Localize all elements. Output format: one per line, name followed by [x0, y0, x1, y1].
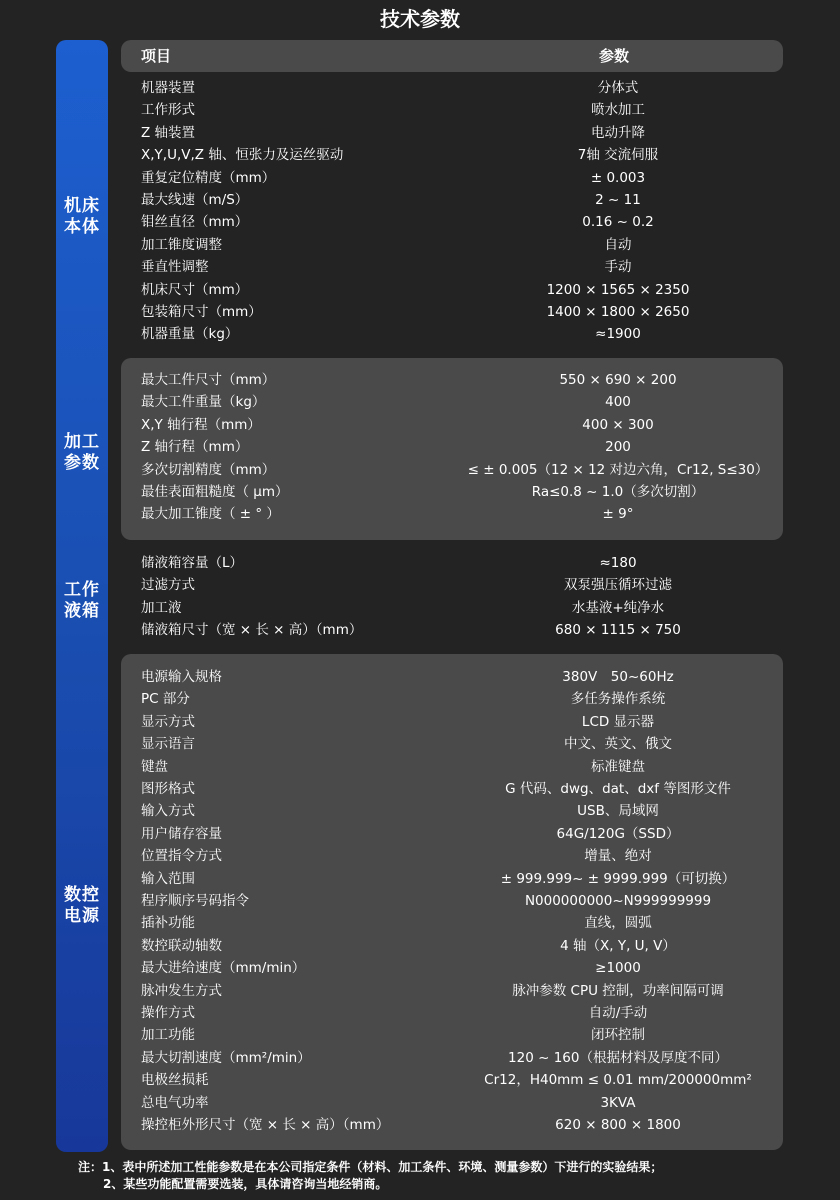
row-item: 多次切割精度（mm）: [141, 461, 276, 478]
table-row: [0, 1092, 840, 1114]
row-value: 620 × 800 × 1800: [555, 1117, 681, 1133]
table-row: [0, 778, 840, 800]
row-value: Ra≤0.8 ~ 1.0（多次切割）: [531, 484, 705, 500]
row-item: 加工功能: [141, 1027, 195, 1044]
row-value: 7轴 交流伺服: [577, 147, 659, 164]
row-item: 用户储存容量: [141, 825, 222, 842]
table-row: [0, 980, 840, 1002]
row-item: PC 部分: [141, 691, 190, 708]
table-row: [0, 733, 840, 755]
row-item: 储液箱容量（L）: [141, 555, 244, 571]
table-row: [0, 256, 840, 278]
table-row: [0, 1114, 840, 1136]
section-label-line: 数控: [64, 885, 100, 905]
row-item: 钼丝直径（mm）: [141, 214, 249, 231]
table-row: [0, 144, 840, 166]
table-row: [0, 756, 840, 778]
table-row: [0, 234, 840, 256]
row-item: 工作形式: [141, 102, 195, 119]
row-item: 输入范围: [141, 870, 195, 887]
row-value: 1400 × 1800 × 2650: [546, 304, 690, 320]
row-item: 加工锥度调整: [141, 236, 222, 253]
table-row: [0, 77, 840, 99]
row-item: Z 轴行程（mm）: [141, 439, 249, 456]
table-row: [0, 688, 840, 710]
header-item: 项目: [141, 47, 172, 65]
table-row: [0, 1047, 840, 1069]
table-row: [0, 935, 840, 957]
row-value: 2 ~ 11: [595, 192, 641, 208]
row-item: 加工液: [141, 599, 182, 616]
table-row: [0, 369, 840, 391]
row-value: 闭环控制: [591, 1027, 645, 1044]
row-value: ± 999.999~ ± 9999.999（可切换）: [500, 870, 736, 887]
row-item: 机器重量（kg）: [141, 326, 239, 343]
table-row: [0, 823, 840, 845]
row-value: 多任务操作系统: [570, 691, 666, 708]
row-value: ± 9°: [602, 506, 634, 523]
row-item: 最大线速（m/S）: [141, 192, 249, 208]
row-item: 图形格式: [141, 781, 195, 797]
table-row: [0, 211, 840, 233]
row-item: 最大工件尺寸（mm）: [141, 372, 276, 388]
section-label-line: 本体: [64, 217, 100, 237]
section-label-line: 参数: [64, 453, 100, 473]
row-item: Z 轴装置: [141, 124, 196, 141]
row-value: ≈180: [599, 555, 637, 571]
row-value: 0.16 ~ 0.2: [582, 214, 654, 231]
row-value: 喷水加工: [591, 102, 645, 119]
row-item: 输入方式: [141, 803, 195, 820]
row-item: 重复定位精度（mm）: [141, 169, 276, 186]
row-value: ± 0.003: [590, 169, 646, 186]
row-value: 200: [605, 439, 631, 456]
table-row: [0, 711, 840, 733]
row-value: 550 × 690 × 200: [559, 372, 677, 388]
row-value: 64G/120G（SSD）: [556, 825, 680, 842]
table-row: [0, 99, 840, 121]
table-row: [0, 323, 840, 345]
table-row: [0, 552, 840, 574]
section-label-line: 加工: [64, 432, 100, 452]
row-item: 总电气功率: [141, 1094, 209, 1111]
table-row: [0, 957, 840, 979]
row-value: 400 × 300: [582, 416, 654, 433]
row-item: X,Y 轴行程（mm）: [141, 416, 261, 433]
row-item: 过滤方式: [141, 577, 195, 594]
table-row: [0, 414, 840, 436]
table-header: [121, 40, 783, 72]
table-row: [0, 666, 840, 688]
row-value: G 代码、dwg、dat、dxf 等图形文件: [505, 781, 731, 797]
row-value: 380V 50~60Hz: [562, 669, 674, 685]
table-row: [0, 391, 840, 413]
row-item: 最大加工锥度（ ± ° ）: [141, 506, 280, 523]
row-value: LCD 显示器: [581, 713, 655, 730]
table-row: [0, 279, 840, 301]
footnote-2: 2、某些功能配置需要选装，具体请咨询当地经销商。: [103, 1177, 388, 1191]
row-value: 双泵强压循环过滤: [564, 577, 672, 594]
row-item: X,Y,U,V,Z 轴、恒张力及运丝驱动: [141, 147, 344, 164]
footnote-1: 注：1、表中所述加工性能参数是在本公司指定条件（材料、加工条件、环境、测量参数）下进行的实验结果；: [78, 1160, 663, 1174]
table-row: [0, 503, 840, 525]
row-item: 操控柜外形尺寸（宽 × 长 × 高）（mm）: [141, 1117, 390, 1133]
row-item: 显示语言: [141, 736, 195, 753]
row-value: 直线，圆弧: [584, 915, 652, 932]
section-label-line: 机床: [64, 196, 100, 216]
row-value: 400: [605, 394, 631, 411]
row-item: 键盘: [141, 758, 168, 775]
table-row: [0, 481, 840, 503]
row-item: 脉冲发生方式: [141, 982, 222, 999]
row-item: 数控联动轴数: [141, 937, 222, 954]
table-row: [0, 1002, 840, 1024]
row-value: 脉冲参数 CPU 控制，功率间隔可调: [512, 982, 724, 999]
row-value: ≤ ± 0.005（12 × 12 对边六角，Cr12, S≤30）: [467, 461, 769, 478]
section-label-line: 液箱: [64, 601, 100, 621]
table-row: [0, 1069, 840, 1091]
table-row: [0, 167, 840, 189]
row-value: ≈1900: [595, 326, 641, 343]
table-row: [0, 122, 840, 144]
header-value: 参数: [599, 47, 630, 65]
table-row: [0, 868, 840, 890]
table-row: [0, 301, 840, 323]
row-value: 120 ~ 160（根据材料及厚度不同）: [508, 1049, 728, 1066]
section-label-cnc-power: [56, 885, 108, 927]
row-item: 显示方式: [141, 713, 195, 730]
row-item: 机床尺寸（mm）: [141, 281, 249, 298]
table-row: [0, 800, 840, 822]
row-item: 位置指令方式: [141, 848, 222, 865]
row-item: 最佳表面粗糙度（ µm）: [141, 484, 289, 500]
table-row: [0, 619, 840, 641]
row-item: 机器装置: [141, 80, 195, 96]
row-value: 电动升降: [591, 124, 645, 141]
row-value: 手动: [604, 259, 632, 276]
section-label-machine-body: [56, 196, 108, 238]
row-item: 电极丝损耗: [141, 1072, 209, 1089]
row-item: 程序顺序号码指令: [141, 893, 249, 909]
section-label-line: 电源: [64, 906, 100, 926]
row-value: 中文、英文、俄文: [564, 736, 672, 753]
section-label-line: 工作: [64, 580, 100, 600]
row-item: 包装箱尺寸（mm）: [141, 304, 262, 320]
table-row: [0, 459, 840, 481]
row-item: 最大切割速度（mm²/min）: [141, 1049, 311, 1066]
section-label-fluid-tank: [56, 580, 108, 622]
row-item: 操作方式: [141, 1005, 195, 1021]
row-item: 电源输入规格: [141, 669, 222, 685]
row-item: 插补功能: [141, 915, 195, 932]
row-value: 680 × 1115 × 750: [555, 622, 681, 639]
row-value: 自动/手动: [588, 1005, 648, 1021]
row-value: 4 轴（X, Y, U, V）: [560, 937, 676, 954]
row-value: 自动: [604, 236, 632, 253]
row-item: 储液箱尺寸（宽 × 长 × 高）（mm）: [141, 622, 363, 639]
row-item: 最大工件重量（kg）: [141, 394, 266, 411]
row-value: 3KVA: [600, 1094, 636, 1111]
row-value: N000000000~N999999999: [524, 893, 712, 909]
row-item: 最大进给速度（mm/min）: [141, 960, 306, 977]
footnotes: [78, 1159, 818, 1193]
row-item: 垂直性调整: [141, 259, 209, 276]
row-value: 水基液+纯净水: [571, 599, 665, 616]
table-row: [0, 912, 840, 934]
row-value: 增量、绝对: [584, 848, 652, 865]
table-row: [0, 890, 840, 912]
row-value: USB、局域网: [577, 803, 659, 820]
row-value: 标准键盘: [591, 758, 645, 775]
row-value: 1200 × 1565 × 2350: [546, 281, 690, 298]
section-label-processing: [56, 432, 108, 474]
table-row: [0, 189, 840, 211]
row-value: 分体式: [597, 80, 639, 96]
table-row: [0, 436, 840, 458]
page-title: 技术参数: [380, 7, 460, 31]
table-row: [0, 574, 840, 596]
row-value: ≥1000: [595, 960, 641, 977]
table-row: [0, 845, 840, 867]
table-row: [0, 1024, 840, 1046]
table-row: [0, 597, 840, 619]
row-value: Cr12，H40mm ≤ 0.01 mm/200000mm²: [484, 1072, 752, 1089]
